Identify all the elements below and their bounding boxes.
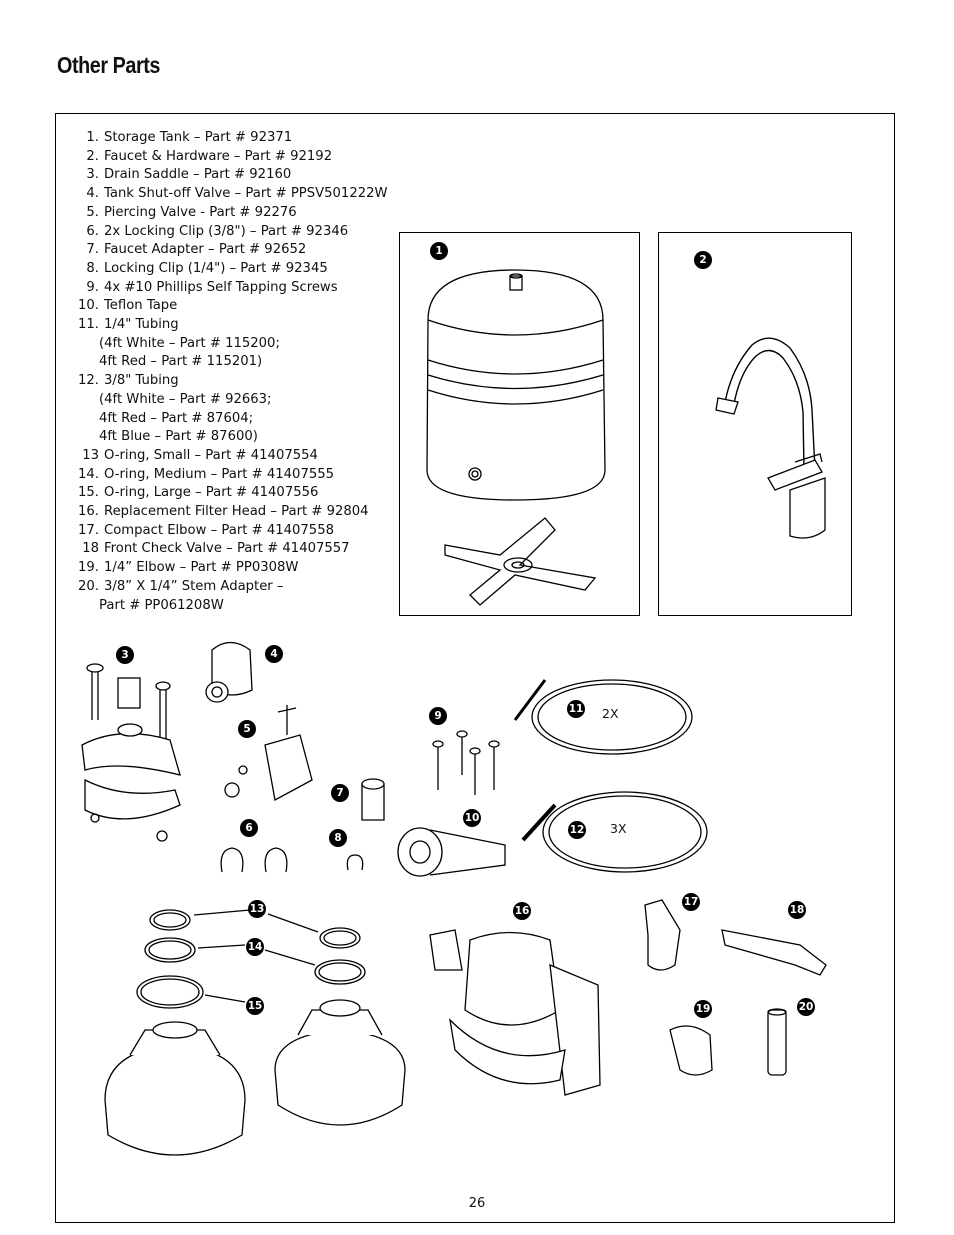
callout-8: 8	[329, 829, 347, 847]
callout-11: 11	[567, 700, 585, 718]
faucet-drawing	[716, 338, 825, 538]
callout-3: 3	[116, 646, 134, 664]
parts-list-number: 3.	[86, 167, 99, 183]
tubing-quarter-qty: 2X	[602, 706, 619, 721]
parts-list-number: 6.	[86, 223, 99, 239]
parts-list-text: 3/8” X 1/4” Stem Adapter –	[104, 578, 284, 594]
parts-list-number: 4.	[86, 186, 99, 202]
parts-list-text: Faucet & Hardware – Part # 92192	[104, 148, 333, 164]
parts-list-text: Piercing Valve - Part # 92276	[104, 204, 297, 220]
piercing-valve-drawing	[225, 705, 312, 800]
parts-list-text: 4x #10 Phillips Self Tapping Screws	[104, 279, 338, 295]
callout-6: 6	[240, 819, 258, 837]
parts-list-subline: (4ft White – Part # 92663;	[99, 391, 272, 407]
callout-5: 5	[238, 720, 256, 738]
callout-19: 19	[694, 1000, 712, 1018]
page-number: 26	[468, 1196, 486, 1211]
parts-list-number: 18	[82, 541, 99, 557]
fittings-drawing	[645, 900, 826, 1075]
callout-20: 20	[797, 998, 815, 1016]
parts-list-number: 8.	[86, 260, 99, 276]
parts-list-number: 19.	[78, 560, 99, 576]
parts-list-text: Teflon Tape	[104, 298, 178, 314]
parts-list-text: 1/4" Tubing	[104, 317, 179, 333]
screws-drawing	[433, 731, 499, 795]
parts-list-number: 9.	[86, 279, 99, 295]
parts-list-number: 16.	[78, 504, 99, 520]
tubing-threeeighths-qty: 3X	[610, 821, 627, 836]
parts-list-number: 2.	[86, 148, 99, 164]
callout-12: 12	[568, 821, 586, 839]
drain-saddle-drawing	[82, 664, 180, 841]
callout-14: 14	[246, 938, 264, 956]
parts-list-subline: 4ft Red – Part # 87604;	[99, 410, 254, 426]
parts-list-number: 13	[82, 447, 99, 463]
callout-10: 10	[463, 809, 481, 827]
parts-list-text: O-ring, Small – Part # 41407554	[104, 447, 318, 463]
parts-list-text: Drain Saddle – Part # 92160	[104, 167, 292, 183]
parts-list-number: 10.	[78, 298, 99, 314]
callout-17: 17	[682, 893, 700, 911]
parts-list-text: Front Check Valve – Part # 41407557	[104, 541, 350, 557]
locking-clips-drawing	[221, 848, 287, 872]
parts-list-number: 17.	[78, 522, 99, 538]
page-title: Other Parts	[57, 52, 160, 78]
parts-list-text: Locking Clip (1/4") – Part # 92345	[104, 260, 328, 276]
tank-valve-drawing	[206, 643, 252, 703]
parts-list-text: Replacement Filter Head – Part # 92804	[104, 504, 369, 520]
quarter-clip-drawing	[347, 855, 362, 870]
parts-list-number: 1.	[86, 130, 99, 145]
parts-list-number: 15.	[78, 485, 99, 501]
parts-list-number: 20.	[78, 578, 99, 594]
parts-list-text: 2x Locking Clip (3/8") – Part # 92346	[104, 223, 349, 239]
parts-list-subline: 4ft Red – Part # 115201)	[99, 354, 263, 370]
parts-list-subline: Part # PP061208W	[99, 597, 224, 613]
parts-list-text: Compact Elbow – Part # 41407558	[104, 522, 334, 538]
parts-list-number: 5.	[86, 204, 99, 220]
callout-1: 1	[430, 242, 448, 260]
parts-list-subline: (4ft White – Part # 115200;	[99, 335, 280, 351]
o-rings-drawing	[137, 910, 365, 1008]
callout-18: 18	[788, 901, 806, 919]
parts-list-text: 1/4” Elbow – Part # PP0308W	[104, 560, 299, 576]
replacement-filter-head-drawing	[430, 930, 600, 1095]
callout-2: 2	[694, 251, 712, 269]
parts-list-text: Tank Shut-off Valve – Part # PPSV501222W	[104, 186, 388, 202]
parts-list-text: Storage Tank – Part # 92371	[104, 130, 293, 145]
callout-16: 16	[513, 902, 531, 920]
parts-list-text: Faucet Adapter – Part # 92652	[104, 242, 307, 258]
parts-list-number: 11.	[78, 317, 99, 333]
storage-tank-drawing	[427, 270, 605, 605]
parts-list-subline: 4ft Blue – Part # 87600)	[99, 429, 258, 445]
callout-4: 4	[265, 645, 283, 663]
callout-15: 15	[246, 997, 264, 1015]
parts-list-number: 7.	[86, 242, 99, 258]
callout-13: 13	[248, 900, 266, 918]
faucet-adapter-drawing	[362, 779, 384, 820]
teflon-tape-drawing	[398, 828, 505, 876]
filter-heads-drawing	[105, 1000, 405, 1155]
callout-9: 9	[429, 707, 447, 725]
parts-list-text: O-ring, Large – Part # 41407556	[104, 485, 319, 501]
parts-list-text: O-ring, Medium – Part # 41407555	[104, 466, 335, 482]
parts-list-number: 14.	[78, 466, 99, 482]
parts-list-number: 12.	[78, 373, 99, 389]
callout-7: 7	[331, 784, 349, 802]
parts-list-text: 3/8" Tubing	[104, 373, 179, 389]
